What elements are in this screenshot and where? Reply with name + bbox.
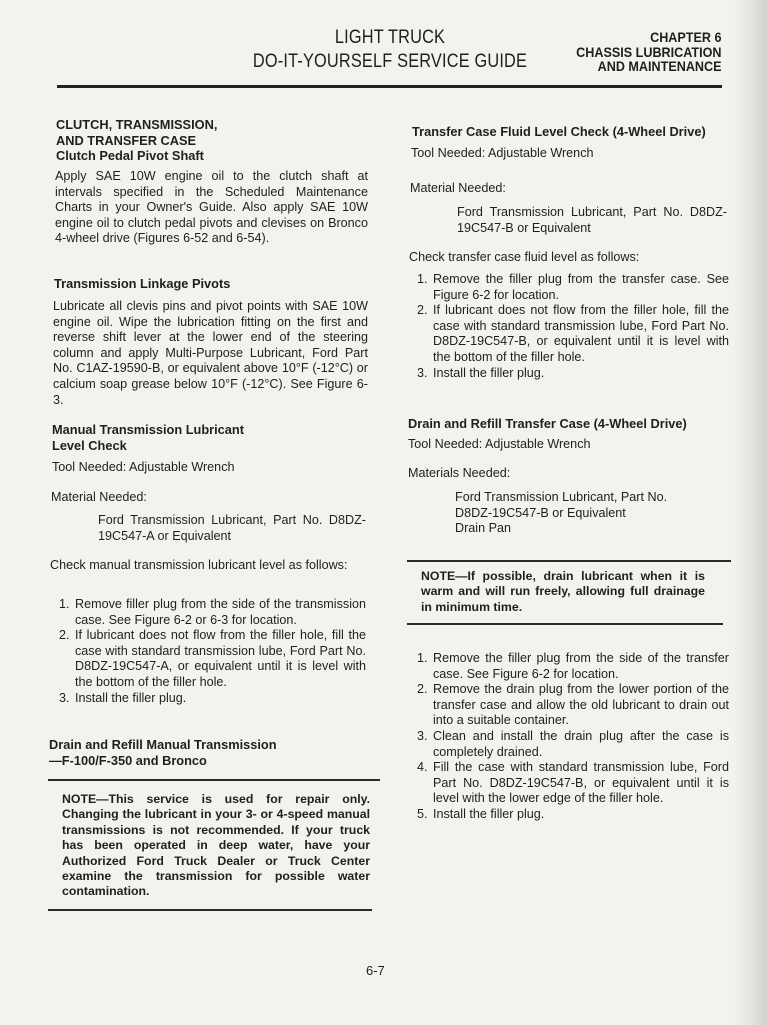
level-check-heading [52,422,368,453]
check-instructions: Check transfer case fluid level as follows: [409,250,640,264]
material-item: Drain Pan [455,521,512,536]
section-title: —F-100/F-350 and Bronco [49,752,207,768]
note-top-rule [407,560,731,562]
list-item: 1. Remove the filler plug from the side of the transfer case. See Figure 6-2 for location. [431,651,729,682]
title-line-2: DO-IT-YOURSELF SERVICE GUIDE [252,51,528,72]
note-bottom-rule [48,909,372,911]
tool-needed: Tool Needed: Adjustable Wrench [408,437,591,451]
level-check-steps [50,597,366,706]
chapter-subtitle-2: AND MAINTENANCE [598,58,722,74]
chapter-subtitle-1: CHASSIS LUBRICATION [576,43,722,60]
material-item: Ford Transmission Lubricant, Part No. D8DZ-19C547-B or Equivalent [457,205,727,235]
material-needed-label: Material Needed: [51,490,147,504]
list-item: 2. If lubricant does not flow from the filler hole, fill the case with standard transmission lube, Ford Part No. D8DZ-19C547-A, or equivalent until it is level with the bottom of the filler hole. [73,628,366,690]
check-instructions: Check manual transmission lubricant level as follows: [50,558,348,572]
drain-note: NOTE—If possible, drain lubricant when it is warm and will run freely, allowing full drainage in minimum time. [421,569,705,614]
linkage-pivots-title: Transmission Linkage Pivots [54,276,231,291]
note-top-rule [48,779,380,781]
repair-note: NOTE—This service is used for repair only. Changing the lubricant in your 3- or 4-speed manual transmissions is not recommended. If your truck has been operated in deep water, have your Authorized Ford Truck Dealer or Truck Center examine the transmission for possible water contamination. [62,792,370,899]
material-item: Ford Transmission Lubricant, Part No. D8DZ-19C547-A or Equivalent [98,513,366,543]
transfer-level-check-title: Transfer Case Fluid Level Check (4-Wheel Drive) [412,124,706,139]
chapter-heading [560,30,722,74]
list-item: 1. Remove filler plug from the side of the transmission case. See Figure 6-2 or 6-3 for location. [73,597,366,628]
material-item: Ford Transmission Lubricant, Part No. [455,490,668,504]
list-item: 3. Install the filler plug. [73,691,366,707]
section-title: CLUTCH, TRANSMISSION, [56,117,218,132]
section-title: Manual Transmission Lubricant [52,422,244,437]
materials-needed-label: Materials Needed: [408,466,511,480]
page-title [230,26,550,74]
page-number: 6-7 [366,963,385,978]
list-item: 3. Install the filler plug. [431,366,729,382]
linkage-pivots-paragraph: Lubricate all clevis pins and pivot points with SAE 10W engine oil. Wipe the lubrication fitting on the first and reverse shift lever at the lower end of the steering column and apply Multi-Purpose Lubricant, Ford Part No. C1AZ-19590-B, or equivalent above 10°F (-12°C) or calcium soap grease below 10°F (-12°C). See Figure 6-3. [53,299,368,407]
title-line-1: LIGHT TRUCK [334,27,446,48]
clutch-paragraph: Apply SAE 10W engine oil to the clutch shaft at intervals specified in the Scheduled Maintenance Charts in your Owner's Guide. Also apply SAE 10W engine oil to clutch pedal pivots and clevises on Bronco 4-wheel drive (Figures 6-52 and 6-54). [55,169,368,246]
note-bottom-rule [407,623,723,625]
tool-needed: Tool Needed: Adjustable Wrench [411,146,594,160]
section-title: Level Check [52,437,127,453]
section-title: AND TRANSFER CASE [56,132,197,148]
list-item: 4. Fill the case with standard transmission lube, Ford Part No. D8DZ-19C547-B, or equivalent until it is level with the lower edge of the filler hole. [431,760,729,807]
transfer-check-steps [408,272,729,381]
drain-manual-heading [49,737,368,768]
page-edge-shadow [733,0,767,1025]
materials-list [407,490,725,537]
section-clutch-heading [56,117,368,164]
list-item: 2. If lubricant does not flow from the filler hole, fill the case with standard transmission lube, Ford Part No. D8DZ-19C547-B, or equivalent until it is level with the bottom of the filler hole. [431,303,729,365]
drain-transfer-steps [408,651,729,823]
header-divider [57,85,722,88]
section-title: Drain and Refill Manual Transmission [49,737,277,752]
tool-needed: Tool Needed: Adjustable Wrench [52,460,235,474]
chapter-number: CHAPTER 6 [650,29,722,45]
list-item: 3. Clean and install the drain plug after the case is completely drained. [431,729,729,760]
drain-transfer-title: Drain and Refill Transfer Case (4-Wheel Drive) [408,416,687,431]
list-item: 2. Remove the drain plug from the lower portion of the transfer case and allow the old lubricant to drain out into a suitable container. [431,682,729,729]
material-needed-label: Material Needed: [410,181,506,195]
list-item: 5. Install the filler plug. [431,807,729,823]
subsection-title: Clutch Pedal Pivot Shaft [56,148,204,163]
material-item: D8DZ-19C547-B or Equivalent [455,505,626,520]
list-item: 1. Remove the filler plug from the transfer case. See Figure 6-2 for location. [431,272,729,303]
